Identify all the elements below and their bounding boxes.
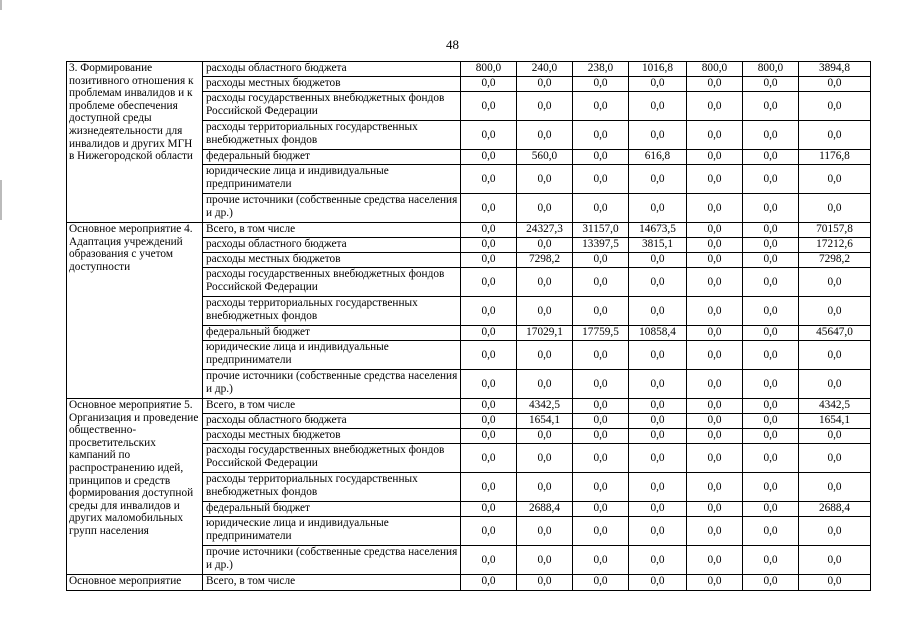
funding-source-cell: расходы местных бюджетов <box>203 429 461 444</box>
year-value-cell: 0,0 <box>573 399 629 414</box>
year-value-cell: 0,0 <box>461 429 517 444</box>
year-value-cell: 0,0 <box>517 121 573 150</box>
funding-source-cell: федеральный бюджет <box>203 150 461 165</box>
year-value-cell: 0,0 <box>461 77 517 92</box>
year-value-cell: 0,0 <box>517 517 573 546</box>
year-value-cell: 0,0 <box>743 414 799 429</box>
year-value-cell: 0,0 <box>629 429 687 444</box>
year-value-cell: 0,0 <box>687 370 743 399</box>
year-value-cell: 0,0 <box>743 546 799 575</box>
year-value-cell: 0,0 <box>687 223 743 238</box>
year-value-cell: 0,0 <box>629 502 687 517</box>
year-value-cell: 0,0 <box>573 194 629 223</box>
year-value-cell: 0,0 <box>573 297 629 326</box>
year-value-cell: 0,0 <box>743 370 799 399</box>
year-value-cell: 0,0 <box>461 238 517 253</box>
year-value-cell: 0,0 <box>461 268 517 297</box>
year-value-cell: 0,0 <box>629 194 687 223</box>
year-value-cell: 0,0 <box>687 92 743 121</box>
year-value-cell: 800,0 <box>687 62 743 77</box>
total-value-cell: 4342,5 <box>799 399 871 414</box>
year-value-cell: 0,0 <box>687 414 743 429</box>
funding-source-cell: Всего, в том числе <box>203 575 461 591</box>
funding-source-cell: прочие источники (собственные средства населения и др.) <box>203 194 461 223</box>
year-value-cell: 0,0 <box>517 238 573 253</box>
year-value-cell: 0,0 <box>629 575 687 591</box>
total-value-cell: 70157,8 <box>799 223 871 238</box>
year-value-cell: 0,0 <box>743 165 799 194</box>
year-value-cell: 0,0 <box>461 517 517 546</box>
year-value-cell: 0,0 <box>517 341 573 370</box>
year-value-cell: 13397,5 <box>573 238 629 253</box>
year-value-cell: 0,0 <box>461 502 517 517</box>
year-value-cell: 0,0 <box>573 121 629 150</box>
table-row <box>67 399 871 414</box>
year-value-cell: 0,0 <box>461 150 517 165</box>
page-number: 48 <box>446 37 459 52</box>
year-value-cell: 0,0 <box>573 473 629 502</box>
year-value-cell: 0,0 <box>629 444 687 473</box>
year-value-cell: 0,0 <box>517 268 573 297</box>
year-value-cell: 0,0 <box>461 92 517 121</box>
year-value-cell: 0,0 <box>517 370 573 399</box>
year-value-cell: 0,0 <box>573 370 629 399</box>
year-value-cell: 0,0 <box>629 414 687 429</box>
total-value-cell: 0,0 <box>799 429 871 444</box>
funding-source-cell: прочие источники (собственные средства населения и др.) <box>203 370 461 399</box>
year-value-cell: 0,0 <box>461 297 517 326</box>
year-value-cell: 0,0 <box>573 165 629 194</box>
year-value-cell: 0,0 <box>687 150 743 165</box>
total-value-cell: 0,0 <box>799 297 871 326</box>
total-value-cell: 0,0 <box>799 546 871 575</box>
year-value-cell: 0,0 <box>687 517 743 546</box>
year-value-cell: 4342,5 <box>517 399 573 414</box>
year-value-cell: 0,0 <box>461 546 517 575</box>
year-value-cell: 0,0 <box>687 502 743 517</box>
funding-source-cell: прочие источники (собственные средства населения и др.) <box>203 546 461 575</box>
year-value-cell: 0,0 <box>517 444 573 473</box>
year-value-cell: 0,0 <box>461 121 517 150</box>
year-value-cell: 0,0 <box>629 268 687 297</box>
funding-source-cell: юридические лица и индивидуальные предприниматели <box>203 517 461 546</box>
total-value-cell: 0,0 <box>799 92 871 121</box>
year-value-cell: 0,0 <box>461 341 517 370</box>
year-value-cell: 0,0 <box>629 121 687 150</box>
year-value-cell: 0,0 <box>461 223 517 238</box>
year-value-cell: 14673,5 <box>629 223 687 238</box>
year-value-cell: 0,0 <box>687 575 743 591</box>
year-value-cell: 0,0 <box>743 297 799 326</box>
year-value-cell: 800,0 <box>743 62 799 77</box>
measure-cell: 3. Формирование позитивного отношения к проблемам инвалидов и к проблеме обеспечения доступной среды жизнедеятельности для инвалидов и других МГН в Нижегородской области <box>67 62 203 223</box>
year-value-cell: 0,0 <box>743 150 799 165</box>
total-value-cell: 0,0 <box>799 165 871 194</box>
year-value-cell: 0,0 <box>629 92 687 121</box>
funding-source-cell: Всего, в том числе <box>203 223 461 238</box>
year-value-cell: 0,0 <box>573 575 629 591</box>
year-value-cell: 0,0 <box>629 517 687 546</box>
year-value-cell: 1654,1 <box>517 414 573 429</box>
year-value-cell: 0,0 <box>743 326 799 341</box>
year-value-cell: 0,0 <box>629 253 687 268</box>
year-value-cell: 0,0 <box>629 341 687 370</box>
year-value-cell: 0,0 <box>517 297 573 326</box>
year-value-cell: 0,0 <box>517 92 573 121</box>
year-value-cell: 0,0 <box>573 546 629 575</box>
year-value-cell: 0,0 <box>461 194 517 223</box>
year-value-cell: 24327,3 <box>517 223 573 238</box>
budget-table <box>66 61 871 591</box>
year-value-cell: 0,0 <box>461 165 517 194</box>
year-value-cell: 0,0 <box>629 399 687 414</box>
funding-source-cell: юридические лица и индивидуальные предприниматели <box>203 165 461 194</box>
total-value-cell: 0,0 <box>799 268 871 297</box>
year-value-cell: 3815,1 <box>629 238 687 253</box>
funding-source-cell: расходы государственных внебюджетных фондов Российской Федерации <box>203 268 461 297</box>
funding-source-cell: расходы местных бюджетов <box>203 253 461 268</box>
total-value-cell: 0,0 <box>799 575 871 591</box>
year-value-cell: 0,0 <box>573 92 629 121</box>
year-value-cell: 0,0 <box>461 575 517 591</box>
funding-source-cell: расходы государственных внебюджетных фондов Российской Федерации <box>203 92 461 121</box>
year-value-cell: 0,0 <box>629 473 687 502</box>
year-value-cell: 0,0 <box>687 121 743 150</box>
year-value-cell: 0,0 <box>461 370 517 399</box>
year-value-cell: 0,0 <box>743 223 799 238</box>
year-value-cell: 0,0 <box>517 546 573 575</box>
total-value-cell: 0,0 <box>799 473 871 502</box>
table-row <box>67 575 871 591</box>
year-value-cell: 0,0 <box>687 326 743 341</box>
year-value-cell: 0,0 <box>629 77 687 92</box>
year-value-cell: 0,0 <box>461 444 517 473</box>
year-value-cell: 0,0 <box>687 399 743 414</box>
total-value-cell: 1176,8 <box>799 150 871 165</box>
year-value-cell: 0,0 <box>743 194 799 223</box>
year-value-cell: 0,0 <box>743 517 799 546</box>
year-value-cell: 0,0 <box>573 444 629 473</box>
year-value-cell: 0,0 <box>687 546 743 575</box>
total-value-cell: 2688,4 <box>799 502 871 517</box>
total-value-cell: 7298,2 <box>799 253 871 268</box>
total-value-cell: 3894,8 <box>799 62 871 77</box>
year-value-cell: 17759,5 <box>573 326 629 341</box>
total-value-cell: 0,0 <box>799 341 871 370</box>
funding-source-cell: расходы местных бюджетов <box>203 77 461 92</box>
funding-source-cell: расходы областного бюджета <box>203 238 461 253</box>
year-value-cell: 0,0 <box>687 238 743 253</box>
year-value-cell: 800,0 <box>461 62 517 77</box>
total-value-cell: 0,0 <box>799 77 871 92</box>
year-value-cell: 0,0 <box>629 165 687 194</box>
total-value-cell: 45647,0 <box>799 326 871 341</box>
year-value-cell: 1016,8 <box>629 62 687 77</box>
year-value-cell: 0,0 <box>743 473 799 502</box>
year-value-cell: 0,0 <box>743 121 799 150</box>
table-row <box>67 62 871 77</box>
year-value-cell: 2688,4 <box>517 502 573 517</box>
year-value-cell: 0,0 <box>743 92 799 121</box>
year-value-cell: 0,0 <box>517 194 573 223</box>
year-value-cell: 0,0 <box>573 517 629 546</box>
scan-edge-mark <box>0 0 2 10</box>
year-value-cell: 240,0 <box>517 62 573 77</box>
year-value-cell: 0,0 <box>573 414 629 429</box>
year-value-cell: 0,0 <box>461 399 517 414</box>
year-value-cell: 0,0 <box>629 370 687 399</box>
funding-source-cell: федеральный бюджет <box>203 326 461 341</box>
year-value-cell: 0,0 <box>517 429 573 444</box>
year-value-cell: 0,0 <box>573 341 629 370</box>
funding-source-cell: расходы государственных внебюджетных фондов Российской Федерации <box>203 444 461 473</box>
total-value-cell: 0,0 <box>799 517 871 546</box>
year-value-cell: 0,0 <box>517 77 573 92</box>
year-value-cell: 616,8 <box>629 150 687 165</box>
total-value-cell: 1654,1 <box>799 414 871 429</box>
year-value-cell: 238,0 <box>573 62 629 77</box>
total-value-cell: 0,0 <box>799 444 871 473</box>
total-value-cell: 0,0 <box>799 370 871 399</box>
year-value-cell: 0,0 <box>687 194 743 223</box>
year-value-cell: 0,0 <box>687 268 743 297</box>
scan-edge-mark <box>0 180 2 220</box>
year-value-cell: 0,0 <box>743 341 799 370</box>
year-value-cell: 0,0 <box>573 502 629 517</box>
year-value-cell: 0,0 <box>743 575 799 591</box>
year-value-cell: 10858,4 <box>629 326 687 341</box>
year-value-cell: 0,0 <box>687 77 743 92</box>
funding-source-cell: юридические лица и индивидуальные предприниматели <box>203 341 461 370</box>
year-value-cell: 0,0 <box>743 238 799 253</box>
year-value-cell: 7298,2 <box>517 253 573 268</box>
funding-source-cell: расходы территориальных государственных внебюджетных фондов <box>203 297 461 326</box>
funding-source-cell: расходы территориальных государственных внебюджетных фондов <box>203 473 461 502</box>
funding-source-cell: Всего, в том числе <box>203 399 461 414</box>
year-value-cell: 0,0 <box>743 399 799 414</box>
year-value-cell: 0,0 <box>687 444 743 473</box>
year-value-cell: 0,0 <box>461 473 517 502</box>
year-value-cell: 0,0 <box>573 268 629 297</box>
measure-cell: Основное мероприятие <box>67 575 203 591</box>
year-value-cell: 0,0 <box>687 473 743 502</box>
year-value-cell: 0,0 <box>461 253 517 268</box>
year-value-cell: 0,0 <box>743 77 799 92</box>
year-value-cell: 0,0 <box>687 165 743 194</box>
year-value-cell: 0,0 <box>687 341 743 370</box>
year-value-cell: 0,0 <box>687 253 743 268</box>
year-value-cell: 31157,0 <box>573 223 629 238</box>
funding-source-cell: расходы территориальных государственных внебюджетных фондов <box>203 121 461 150</box>
measure-cell: Основное мероприятие 4. Адаптация учреждений образования с учетом доступности <box>67 223 203 399</box>
year-value-cell: 0,0 <box>743 502 799 517</box>
year-value-cell: 0,0 <box>573 150 629 165</box>
year-value-cell: 0,0 <box>517 575 573 591</box>
funding-source-cell: расходы областного бюджета <box>203 62 461 77</box>
funding-source-cell: расходы областного бюджета <box>203 414 461 429</box>
total-value-cell: 0,0 <box>799 121 871 150</box>
year-value-cell: 0,0 <box>517 473 573 502</box>
total-value-cell: 17212,6 <box>799 238 871 253</box>
year-value-cell: 0,0 <box>573 429 629 444</box>
year-value-cell: 0,0 <box>629 297 687 326</box>
total-value-cell: 0,0 <box>799 194 871 223</box>
year-value-cell: 0,0 <box>629 546 687 575</box>
year-value-cell: 560,0 <box>517 150 573 165</box>
year-value-cell: 0,0 <box>573 77 629 92</box>
year-value-cell: 0,0 <box>687 429 743 444</box>
year-value-cell: 0,0 <box>743 429 799 444</box>
measure-cell: Основное мероприятие 5. Организация и проведение общественно-просветительских кампаний по распространению идей, принципов и средств формирования доступной среды для инвалидов и других маломобильных групп населения <box>67 399 203 575</box>
year-value-cell: 0,0 <box>461 326 517 341</box>
year-value-cell: 0,0 <box>743 268 799 297</box>
year-value-cell: 17029,1 <box>517 326 573 341</box>
year-value-cell: 0,0 <box>687 297 743 326</box>
table-row <box>67 223 871 238</box>
funding-source-cell: федеральный бюджет <box>203 502 461 517</box>
year-value-cell: 0,0 <box>743 444 799 473</box>
year-value-cell: 0,0 <box>743 253 799 268</box>
year-value-cell: 0,0 <box>573 253 629 268</box>
year-value-cell: 0,0 <box>461 414 517 429</box>
year-value-cell: 0,0 <box>517 165 573 194</box>
